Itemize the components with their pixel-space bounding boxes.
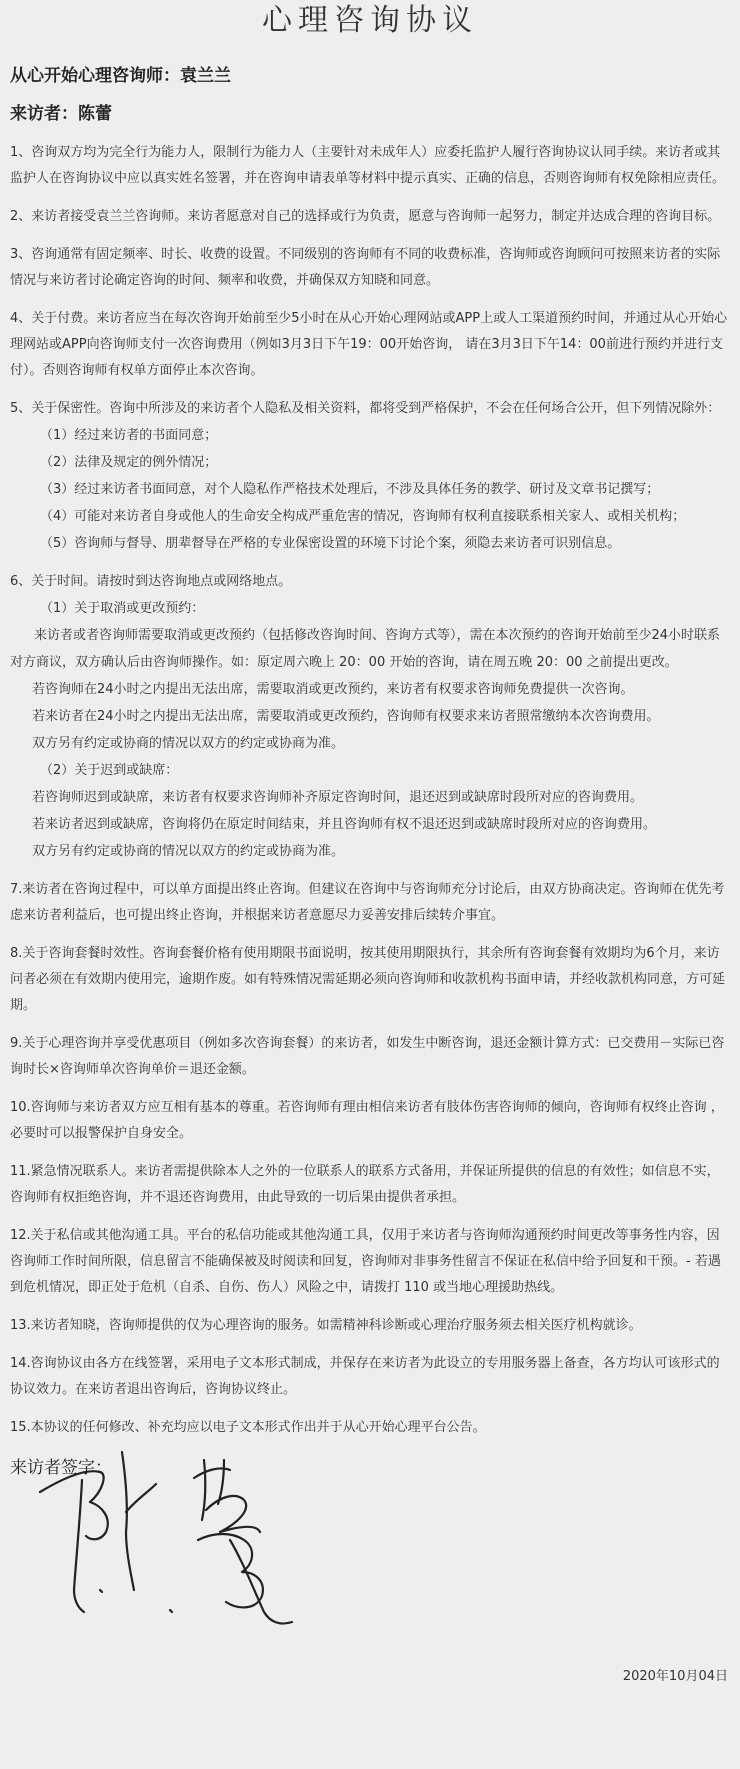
clause-5-item: （4）可能对来访者自身或他人的生命安全构成严重危害的情况，咨询师有权利直接联系相关家人、或相关机构； [40, 509, 686, 524]
clause-12: 12.关于私信或其他沟通工具。平台的私信功能或其他沟通工具，仅用于来访者与咨询师沟通预约时间更改等事务性内容，因咨询师工作时间所限，信息留言不能确保被及时阅读和回复，咨询师对非事务性留言不保证在私信中给予回复和干预。- 若遇到危机情况，即正处于危机（自杀、自伤、伤人）风险之中，请拨打 110 或当地心理援助热线。 [10, 1228, 721, 1295]
clause-5-item: （5）咨询师与督导、朋辈督导在严格的专业保密设置的环境下讨论个案，须隐去来访者可识别信息。 [40, 536, 621, 551]
clause-6-sub2-line: 双方另有约定或协商的情况以双方的约定或协商为准。 [32, 844, 345, 859]
clause-6-sub1-text: 来访者或者咨询师需要取消或更改预约（包括修改咨询时间、咨询方式等），需在本次预约的咨询开始前至少24小时联系对方商议，双方确认后由咨询师操作。如：原定周六晚上 20：00 开始的咨询，请在周五晚 20：00 之前提出更改。 [10, 628, 721, 670]
clause-6-sub2-heading: （2）关于迟到或缺席： [40, 763, 179, 778]
clause-5-item: （2）法律及规定的例外情况； [40, 455, 218, 470]
signing-date: 2020年10月04日 [622, 1669, 728, 1684]
clause-4: 4、关于付费。来访者应当在每次咨询开始前至少5小时在从心开始心理网站或APP上或人工渠道预约时间，并通过从心开始心理网站或APP向咨询师支付一次咨询费用（例如3月3日下午19：00开始咨询， 请在3月3日下午14：00前进行预约并进行支付）。否则咨询师有权单方面停止本次咨询。 [10, 311, 728, 378]
clause-5: 5、关于保密性。咨询中所涉及的来访者个人隐私及相关资料，都将受到严格保护，不会在任何场合公开，但下列情况除外： [10, 401, 721, 416]
clause-6-sub1-line: 双方另有约定或协商的情况以双方的约定或协商为准。 [32, 736, 345, 751]
clause-14: 14.咨询协议由各方在线签署，采用电子文本形式制成，并保存在来访者为此设立的专用服务器上备查，各方均认可该形式的协议效力。在来访者退出咨询后，咨询协议终止。 [10, 1356, 720, 1397]
clause-5-item: （3）经过来访者书面同意，对个人隐私作严格技术处理后，不涉及具体任务的教学、研讨及文章书记撰写； [40, 482, 660, 497]
clause-6-sub1-heading: （1）关于取消或更改预约： [40, 601, 205, 616]
handwritten-signature [30, 1440, 300, 1640]
clause-6-sub1-line: 若来访者在24小时之内提出无法出席，需要取消或更改预约，咨询师有权要求来访者照常缴纳本次咨询费用。 [32, 709, 660, 724]
clause-11: 11.紧急情况联系人。来访者需提供除本人之外的一位联系人的联系方式备用，并保证所提供的信息的有效性；如信息不实，咨询师有权拒绝咨询，并不退还咨询费用，由此导致的一切后果由提供者承担。 [10, 1164, 720, 1205]
counselor-line: 从心开始心理咨询师：袁兰兰 [10, 66, 231, 86]
clause-6-sub2-line: 若来访者迟到或缺席，咨询将仍在原定时间结束，并且咨询师有权不退还迟到或缺席时段所对应的咨询费用。 [32, 817, 657, 832]
clause-10: 10.咨询师与来访者双方应互相有基本的尊重。若咨询师有理由相信来访者有肢体伤害咨询师的倾向，咨询师有权终止咨询 ， 必要时可以报警保护自身安全。 [10, 1100, 724, 1141]
clause-6-sub1-line: 若咨询师在24小时之内提出无法出席，需要取消或更改预约，来访者有权要求咨询师免费提供一次咨询。 [32, 682, 634, 697]
clause-3: 3、咨询通常有固定频率、时长、收费的设置。不同级别的咨询师有不同的收费标准，咨询师或咨询顾问可按照来访者的实际情况与来访者讨论确定咨询的时间、频率和收费，并确保双方知晓和同意。 [10, 247, 721, 288]
agreement-body [0, 62, 740, 1483]
clause-7: 7.来访者在咨询过程中，可以单方面提出终止咨询。但建议在咨询中与咨询师充分讨论后，由双方协商决定。咨询师在优先考虑来访者利益后，也可提出终止咨询，并根据来访者意愿尽力妥善安排后续转介事宜。 [10, 882, 725, 923]
clause-6-sub2-line: 若咨询师迟到或缺席，来访者有权要求咨询师补齐原定咨询时间，退还迟到或缺席时段所对应的咨询费用。 [32, 790, 644, 805]
clause-5-item: （1）经过来访者的书面同意； [40, 428, 218, 443]
clause-1: 1、咨询双方均为完全行为能力人，限制行为能力人（主要针对未成年人）应委托监护人履行咨询协议认同手续。来访者或其监护人在咨询协议中应以真实姓名签署，并在咨询申请表单等材料中提示真实、正确的信息，否则咨询师有权免除相应责任。 [10, 145, 726, 186]
clause-2: 2、来访者接受袁兰兰咨询师。来访者愿意对自己的选择或行为负责，愿意与咨询师一起努力，制定并达成合理的咨询目标。 [10, 209, 721, 224]
signature-label: 来访者签字： [10, 1458, 112, 1478]
page-title: 心理咨询协议 [262, 3, 478, 38]
clause-13: 13.来访者知晓，咨询师提供的仅为心理咨询的服务。如需精神科诊断或心理治疗服务须去相关医疗机构就诊。 [10, 1318, 642, 1333]
visitor-line: 来访者：陈蕾 [10, 104, 112, 124]
clause-8: 8.关于咨询套餐时效性。咨询套餐价格有使用期限书面说明，按其使用期限执行，其余所有咨询套餐有效期均为6个月，来访问者必须在有效期内使用完，逾期作废。如有特殊情况需延期必须向咨询师和收款机构书面申请，并经收款机构同意，方可延期。 [10, 946, 726, 1013]
clause-15: 15.本协议的任何修改、补充均应以电子文本形式作出并于从心开始心理平台公告。 [10, 1420, 486, 1435]
clause-6: 6、关于时间。请按时到达咨询地点或网络地点。 [10, 574, 292, 589]
clause-9: 9.关于心理咨询并享受优惠项目（例如多次咨询套餐）的来访者，如发生中断咨询，退还金额计算方式：已交费用－实际已咨询时长×咨询师单次咨询单价＝退还金额。 [10, 1036, 725, 1077]
